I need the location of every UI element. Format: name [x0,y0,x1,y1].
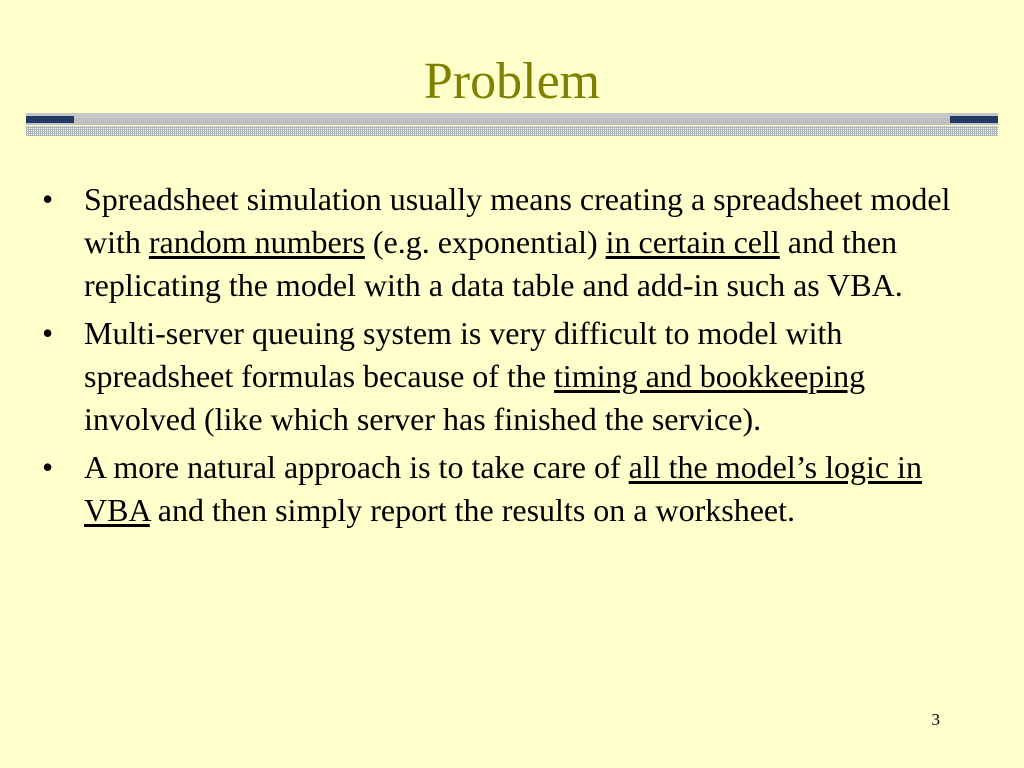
bullet-text-run: and then replicating the model with a data table and add-in such as VBA. [84,224,903,303]
bullet-text-run: A more natural approach is to take care of [84,449,629,485]
divider-mid-band [26,118,998,125]
bullet-text-run: involved (like which server has finished the service). [84,401,762,437]
title-divider [26,113,998,137]
bullet-text-run: (e.g. exponential) [364,224,606,260]
divider-dotted-band [26,126,998,136]
bullet-underlined-run: random numbers [148,224,365,260]
slide-title: Problem [423,53,601,110]
bullet-dot: • [42,449,54,485]
page-number: 3 [931,710,940,729]
bullet-item [42,312,977,441]
bullet-underlined-run: timing and bookkeeping [554,358,866,394]
bullet-text-run: Spreadsheet simulation usually means creating a spreadsheet model with [84,181,951,260]
bullet-text-run: Multi-server queuing system is very difficult to model with spreadsheet formulas because of the [84,315,843,394]
divider-left-cap [26,116,74,123]
bullet-item [42,446,977,532]
divider-right-cap [950,116,998,123]
bullet-underlined-run: in certain cell [605,224,780,260]
bullet-list [42,178,977,537]
bullet-dot: • [42,315,54,351]
bullet-dot: • [42,181,54,217]
bullet-text [84,181,950,303]
bullet-text [84,449,922,528]
bullet-underlined-run: all the model’s logic in VBA [84,449,922,528]
bullet-item [42,178,977,307]
bullet-text [84,315,865,437]
bullet-text-run: and then simply report the results on a worksheet. [149,492,795,528]
